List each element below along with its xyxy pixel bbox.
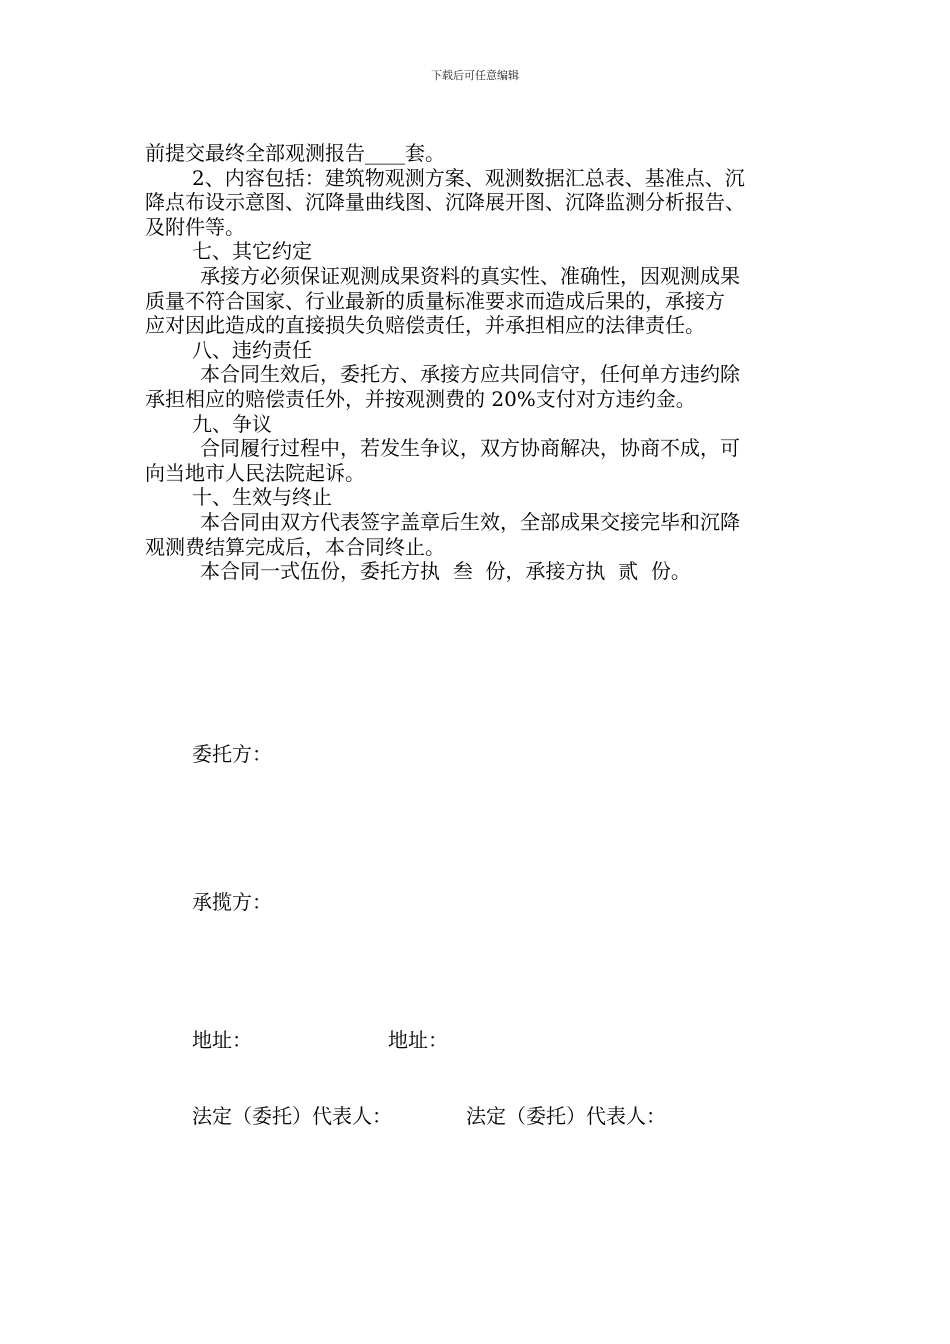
- section-heading-breach: 八、违约责任: [192, 337, 312, 362]
- page-header: 下载后可任意编辑: [431, 69, 519, 82]
- paragraph-line: 本合同一式伍份，委托方执 叁 份，承接方执 贰 份。: [200, 559, 691, 584]
- paragraph-line: 本合同生效后，委托方、承接方应共同信守，任何单方违约除: [200, 362, 740, 387]
- contractor-label: 承揽方：: [192, 890, 272, 914]
- paragraph-line: 合同履行过程中，若发生争议，双方协商解决，协商不成，可: [200, 436, 740, 461]
- paragraph-line: 及附件等。: [145, 214, 245, 239]
- section-heading-dispute: 九、争议: [192, 411, 272, 436]
- paragraph-line: 观测费结算完成后，本合同终止。: [145, 534, 445, 559]
- address-left-label: 地址：: [192, 1028, 252, 1052]
- paragraph-line: 2、内容包括：建筑物观测方案、观测数据汇总表、基准点、沉: [192, 165, 745, 190]
- section-heading-other-terms: 七、其它约定: [192, 239, 312, 264]
- client-label: 委托方：: [192, 742, 272, 766]
- paragraph-line: 前提交最终全部观测报告____套。: [145, 141, 445, 165]
- paragraph-line: 承接方必须保证观测成果资料的真实性、准确性，因观测成果: [200, 263, 740, 288]
- contract-body: [145, 141, 810, 584]
- address-right-label: 地址：: [388, 1028, 448, 1052]
- representative-left-label: 法定（委托）代表人：: [192, 1104, 392, 1128]
- paragraph-line: 承担相应的赔偿责任外，并按观测费的 20%支付对方违约金。: [145, 386, 696, 411]
- paragraph-line: 应对因此造成的直接损失负赔偿责任，并承担相应的法律责任。: [145, 313, 705, 338]
- paragraph-line: 质量不符合国家、行业最新的质量标准要求而造成后果的，承接方: [145, 288, 725, 313]
- paragraph-line: 向当地市人民法院起诉。: [145, 460, 365, 485]
- paragraph-line: 本合同由双方代表签字盖章后生效，全部成果交接完毕和沉降: [200, 509, 740, 534]
- paragraph-line: 降点布设示意图、沉降量曲线图、沉降展开图、沉降监测分析报告、: [145, 190, 745, 215]
- representative-right-label: 法定（委托）代表人：: [466, 1104, 666, 1128]
- section-heading-effect-termination: 十、生效与终止: [192, 485, 332, 510]
